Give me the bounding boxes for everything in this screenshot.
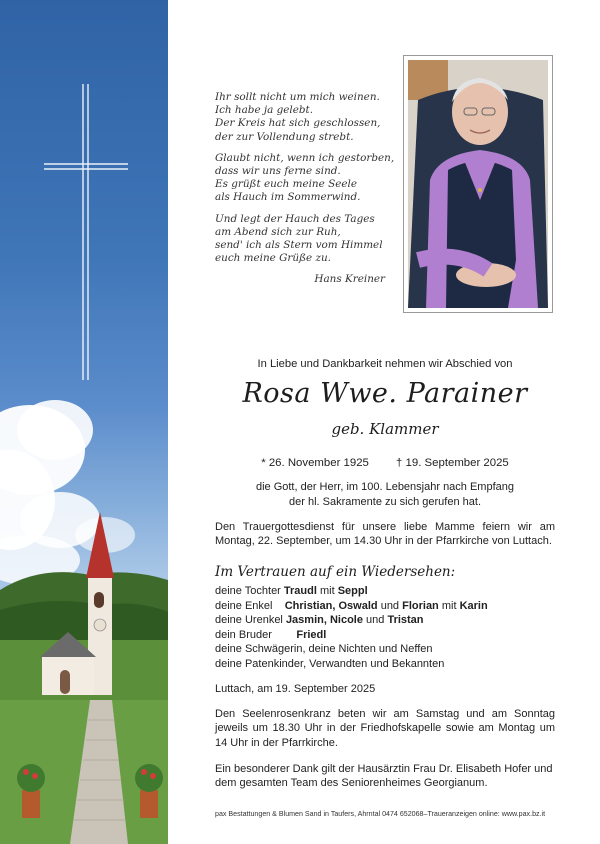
relative-name: Traudl — [283, 585, 317, 597]
poem-stanza — [215, 152, 395, 205]
relative-name: Jasmin, Nicole — [285, 614, 363, 627]
deceased-name: Rosa Wwe. Parainer — [242, 378, 528, 409]
poem-line: der zur Vollendung strebt. — [215, 130, 354, 143]
thanks-line: Ein besonderer Dank gilt der Hausärztin Frau Dr. Elisabeth Hofer und — [215, 763, 553, 775]
death-message — [215, 480, 555, 509]
poem-line: Ich habe ja gelebt. — [215, 104, 314, 117]
rosary-line: jeweils um 18.30 Uhr in der Friedhofskapelle sowie am Montag um — [215, 722, 555, 735]
rosary-line: Den Seelenrosenkranz beten wir am Samstag und am Sonntag — [215, 708, 555, 720]
relation-label: deine Enkel — [215, 599, 276, 612]
maiden-name: geb. Klammer — [331, 420, 439, 438]
relative-row: deine Patenkinder, Verwandten und Bekannten — [215, 657, 445, 670]
message-line: die Gott, der Herr, im 100. Lebensjahr nach Empfang — [255, 481, 515, 493]
mass-line: Montag, 22. September, um 14.30 Uhr in der Pfarrkirche von Luttach. — [215, 535, 552, 548]
poem-line: am Abend sich zur Ruh, — [215, 225, 341, 238]
funeral-mass-text — [215, 520, 555, 549]
thanks-text — [215, 762, 555, 791]
place-date: Luttach, am 19. September 2025 — [215, 683, 376, 695]
relative-row — [215, 628, 555, 643]
poem-author: Hans Kreiner — [314, 273, 385, 286]
connector: mit — [438, 599, 460, 612]
poem-line: Glaubt nicht, wenn ich gestorben, — [215, 151, 395, 164]
footer-imprint: pax Bestattungen & Blumen Sand in Taufers, Ahrntal 0474 652068–Traueranzeigen online: www.pax.bz.it — [215, 810, 546, 818]
poem-line: als Hauch im Sommerwind. — [215, 191, 361, 204]
poem — [215, 91, 395, 287]
intro-text: In Liebe und Dankbarkeit nehmen wir Abschied von — [257, 358, 513, 370]
poem-line: Und legt der Hauch des Tages — [215, 212, 375, 225]
relative-name: Florian — [402, 599, 439, 612]
poem-stanza — [215, 213, 395, 266]
poem-line: euch meine Grüße zu. — [215, 252, 331, 265]
relative-row — [215, 599, 555, 614]
poem-line: Ihr sollt nicht um mich weinen. — [215, 91, 380, 103]
poem-line: dass wir uns ferne sind. — [215, 165, 341, 178]
portrait-image — [408, 60, 548, 308]
motto: Im Vertrauen auf ein Wiedersehen: — [215, 564, 456, 580]
poem-line: Der Kreis hat sich geschlossen, — [215, 117, 381, 130]
mass-line: Den Trauergottesdienst für unsere liebe Mamme feiern wir am — [215, 521, 555, 533]
landscape-illustration — [0, 0, 168, 844]
connector: und — [377, 599, 403, 612]
poem-stanza — [215, 91, 395, 144]
cross-icon — [44, 84, 128, 380]
portrait-photo — [403, 55, 553, 313]
relation-label: deine Tochter — [215, 585, 284, 597]
side-panel-image — [0, 0, 168, 844]
relative-name: Seppl — [337, 585, 368, 597]
death-date: † 19. September 2025 — [396, 457, 509, 469]
rosary-line: 14 Uhr in der Pfarrkirche. — [215, 736, 338, 749]
relative-name: Karin — [459, 599, 488, 612]
relatives-list — [215, 584, 555, 672]
relative-row — [215, 613, 555, 628]
clouds — [0, 400, 135, 585]
relation-label: dein Bruder — [215, 628, 275, 641]
relative-row — [215, 584, 555, 599]
relative-name: Friedl — [296, 628, 327, 641]
relation-label: deine Urenkel — [215, 614, 286, 627]
relative-row: deine Schwägerin, deine Nichten und Neffen — [215, 643, 433, 656]
connector: und — [362, 614, 388, 627]
rosary-text — [215, 707, 555, 750]
thanks-line: dem gesamten Team des Seniorenheimes Georgianum. — [215, 777, 488, 790]
life-dates — [215, 457, 555, 469]
connector: mit — [316, 585, 338, 597]
message-line: der hl. Sakramente zu sich gerufen hat. — [289, 495, 481, 508]
poem-line: send' ich als Stern vom Himmel — [215, 239, 383, 252]
birth-date: * 26. November 1925 — [261, 457, 369, 469]
relative-name: Christian, Oswald — [284, 599, 378, 612]
relative-name: Tristan — [387, 614, 424, 627]
poem-line: Es grüßt euch meine Seele — [215, 178, 357, 191]
